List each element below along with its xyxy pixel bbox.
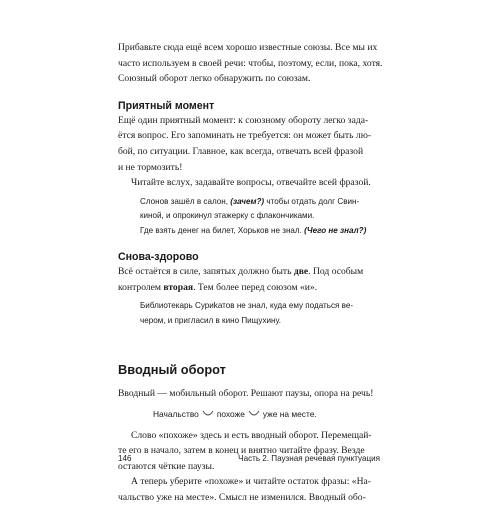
paragraph-line xyxy=(118,264,380,280)
text: контролем xyxy=(118,281,164,293)
heading-again: Снова-здорово xyxy=(118,250,199,263)
book-page xyxy=(118,40,383,506)
example-line: Библиотекарь Суриkатов не знал, куда ему податься ве- xyxy=(140,301,354,311)
emphasis: вторая xyxy=(163,281,194,293)
intro-paragraph xyxy=(118,40,383,87)
pause-arc-icon xyxy=(248,410,260,418)
paragraph-line: Ещё один приятный момент: к союзному обороту легко зада- xyxy=(118,114,369,126)
pause-example xyxy=(118,406,380,422)
text: . Тем более перед союзом «и». xyxy=(193,281,318,293)
paragraph-line: Вводный — мобильный оборот. Решают паузы, опора на речь! xyxy=(118,387,374,399)
chapter-title: Часть 2. Паузная речевая пунктуация xyxy=(238,454,380,463)
paragraph-line: те его в начало, затем в конец и внятно читайте фразу. Везде xyxy=(118,445,365,457)
example-word: Начальство xyxy=(153,408,199,419)
example-text: Слонов зашёл в салон, xyxy=(140,196,231,206)
example-word: похоже xyxy=(216,408,245,419)
paragraph-line: ётся вопрос. Его запоминать не требуется: он может быть лю- xyxy=(118,130,372,142)
example-block xyxy=(118,195,380,238)
example-line: киной, и опрокинул этажерку с флакончиками. xyxy=(140,211,315,221)
example-line xyxy=(140,195,380,209)
example-text: Где взять денег на билет, Хорьков не знал. xyxy=(140,225,305,235)
page-footer xyxy=(118,454,380,463)
example-question: (зачем?) xyxy=(230,196,265,206)
pause-arc-icon xyxy=(202,410,214,418)
paragraph-line: Слово «похоже» здесь и есть вводный оборот. Перемещай- xyxy=(131,429,372,441)
intro-phrase-line xyxy=(118,386,380,402)
text: Всё остаётся в силе, запятых должно быть xyxy=(118,265,294,277)
example-word: уже на месте. xyxy=(262,408,317,419)
example-line: чером, и пригласил в кино Пищухину. xyxy=(140,315,281,325)
example-line xyxy=(140,224,380,238)
heading-intro-phrase: Вводный оборот xyxy=(118,361,226,377)
paragraph-line: бой, по ситуации. Главное, как всегда, отвечать всей фразой xyxy=(118,145,364,157)
text: . Под особым xyxy=(308,265,364,277)
paragraph-line xyxy=(118,280,380,296)
paragraph-line: чальство уже на месте». Смысл не изменился. Вводный обо- xyxy=(118,491,366,503)
intro-phrase-paragraph xyxy=(118,428,380,506)
emphasis: две xyxy=(293,265,309,277)
intro-line: Прибавьте сюда ещё всем хорошо известные союзы. Все мы их xyxy=(118,42,378,53)
example-question: (Чего не знал?) xyxy=(304,225,367,235)
example-text: чтобы отдать долг Свин- xyxy=(264,196,360,206)
intro-line: Союзный оборот легко обнаружить по союзам. xyxy=(118,73,311,85)
intro-line: часто используем в своей речи: чтобы, поэтому, если, пока, хотя. xyxy=(118,57,383,69)
instruction-line: Читайте вслух, задавайте вопросы, отвечайте всей фразой. xyxy=(131,177,371,189)
paragraph-line: А теперь уберите «похоже» и читайте остаток фразы: «На- xyxy=(131,476,371,488)
page-number: 146 xyxy=(118,454,132,463)
pleasant-paragraph xyxy=(118,113,380,191)
example-block xyxy=(118,299,380,328)
paragraph-line: остаются чёткие паузы. xyxy=(118,460,215,472)
paragraph-line: и не тормозить! xyxy=(118,161,183,173)
heading-pleasant-moment: Приятный момент xyxy=(118,99,215,112)
again-paragraph xyxy=(118,264,380,295)
